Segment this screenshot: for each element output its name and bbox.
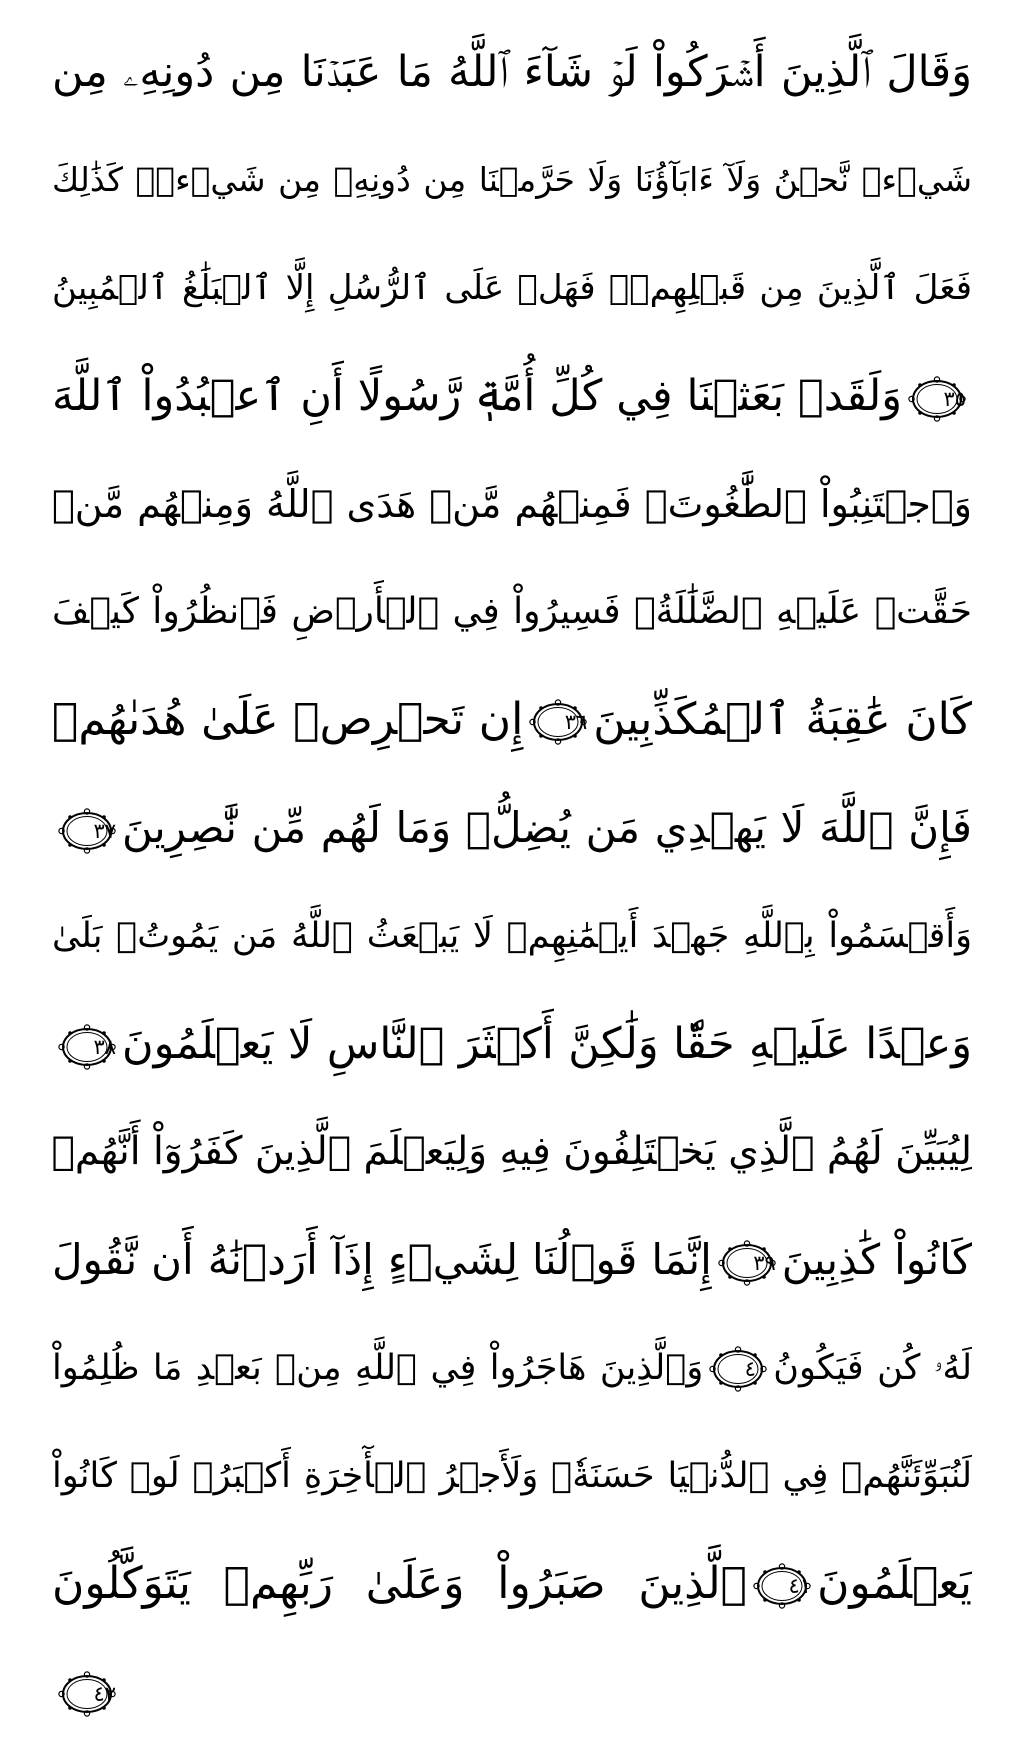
- verse-line: [52, 18, 972, 126]
- ayah-number: ٣٥: [943, 386, 966, 411]
- verse-line: [52, 1098, 972, 1206]
- ayah-number-marker: [908, 376, 966, 422]
- ayah-number: ٤١: [788, 1574, 812, 1598]
- verse-text: وَعۡدًا عَلَيۡهِ حَقّٗا وَلَٰكِنَّ أَكۡثَرَ ٱلنَّاسِ لَا يَعۡلَمُونَ: [122, 1019, 972, 1069]
- ayah-number-marker: [58, 1671, 116, 1717]
- verse-line: [52, 450, 972, 558]
- verse-text: يَعۡلَمُونَ: [817, 1558, 972, 1609]
- verse-text: كَانَ عَٰقِبَةُ ٱلۡمُكَذِّبِينَ: [593, 694, 972, 745]
- ayah-number: ٣٧: [93, 818, 116, 843]
- verse-line: [52, 666, 972, 774]
- verse-text: فَإِنَّ ٱللَّهَ لَا يَهۡدِي مَن يُضِلُّۖ وَمَا لَهُم مِّن نَّٰصِرِينَ: [122, 803, 972, 852]
- verse-line: [52, 234, 972, 342]
- verse-line: [52, 1638, 972, 1746]
- verse-text: وَلَقَدۡ بَعَثۡنَا فِي كُلِّ أُمَّةٖ رَّسُولًا أَنِ ٱعۡبُدُواْ ٱللَّهَ: [52, 371, 902, 421]
- verse-text: وَقَالَ ٱلَّذِينَ أَشۡرَكُواْ لَوۡ شَآءَ ٱللَّهُ مَا عَبَدۡنَا مِن دُونِهِۦ مِن: [52, 47, 972, 97]
- verse-line: [52, 1422, 972, 1530]
- verse-text: إِن تَحۡرِصۡ عَلَىٰ هُدَىٰهُمۡ: [52, 694, 524, 745]
- verse-text: وَٱلَّذِينَ هَاجَرُواْ فِي ٱللَّهِ مِنۢ بَعۡدِ مَا ظُلِمُواْ: [52, 1348, 704, 1388]
- ayah-number: ٤٠: [744, 1357, 768, 1381]
- ayah-number: ٣٨: [93, 1034, 116, 1059]
- ayah-number-marker: [718, 1240, 776, 1286]
- verse-line: [52, 558, 972, 666]
- ayah-number: ٣٦: [564, 710, 588, 734]
- ayah-number: ٤٢: [93, 1682, 116, 1706]
- verse-text: لَنُبَوِّئَنَّهُمۡ فِي ٱلدُّنۡيَا حَسَنَةٗۖ وَلَأَجۡرُ ٱلۡأٓخِرَةِ أَكۡبَرُۚ لَوۡ كَانُواْ: [52, 1456, 972, 1496]
- verse-text: فَعَلَ ٱلَّذِينَ مِن قَبۡلِهِمۡۚ فَهَلۡ عَلَى ٱلرُّسُلِ إِلَّا ٱلۡبَلَٰغُ ٱلۡمُبِينُ: [52, 268, 972, 308]
- verse-line: [52, 882, 972, 990]
- ayah-number-marker: [529, 699, 587, 745]
- ayah-number-marker: [709, 1346, 767, 1392]
- verse-text: وَأَقۡسَمُواْ بِٱللَّهِ جَهۡدَ أَيۡمَٰنِهِمۡ لَا يَبۡعَثُ ٱللَّهُ مَن يَمُوتُۚ بَلَىٰ: [52, 916, 972, 956]
- verse-line: [52, 774, 972, 882]
- quran-text-block: [52, 18, 972, 1746]
- ayah-number-marker: [58, 808, 116, 854]
- verse-text: لِيُبَيِّنَ لَهُمُ ٱلَّذِي يَخۡتَلِفُونَ فِيهِ وَلِيَعۡلَمَ ٱلَّذِينَ كَفَرُوٓاْ أَنَّهُمۡ: [52, 1129, 972, 1174]
- verse-text: إِنَّمَا قَوۡلُنَا لِشَيۡءٍ إِذَآ أَرَدۡنَٰهُ أَن نَّقُولَ: [52, 1235, 712, 1284]
- ayah-number: ٣٩: [753, 1250, 776, 1275]
- verse-line: [52, 126, 972, 234]
- ayah-number-marker: [58, 1024, 116, 1070]
- verse-text: ٱلَّذِينَ صَبَرُواْ وَعَلَىٰ رَبِّهِمۡ يَتَوَكَّلُونَ: [52, 1558, 748, 1609]
- verse-line: [52, 1206, 972, 1314]
- verse-text: وَٱجۡتَنِبُواْ ٱلطَّٰغُوتَۖ فَمِنۡهُم مَّنۡ هَدَى ٱللَّهُ وَمِنۡهُم مَّنۡ: [52, 482, 972, 526]
- verse-line: [52, 1314, 972, 1422]
- verse-text: لَهُۥ كُن فَيَكُونُ: [773, 1348, 972, 1388]
- verse-text: حَقَّتۡ عَلَيۡهِ ٱلضَّلَٰلَةُۚ فَسِيرُواْ فِي ٱلۡأَرۡضِ فَٱنظُرُواْ كَيۡفَ: [52, 591, 972, 632]
- verse-text: كَانُواْ كَٰذِبِينَ: [781, 1235, 972, 1284]
- verse-line: [52, 990, 972, 1098]
- verse-text: شَيۡءٖ نَّحۡنُ وَلَآ ءَابَآؤُنَا وَلَا حَرَّمۡنَا مِن دُونِهِۦ مِن شَيۡءٖۚ كَذَٰلِكَ: [52, 160, 972, 199]
- verse-line: [52, 342, 972, 450]
- ayah-number-marker: [753, 1563, 811, 1609]
- verse-line: [52, 1530, 972, 1638]
